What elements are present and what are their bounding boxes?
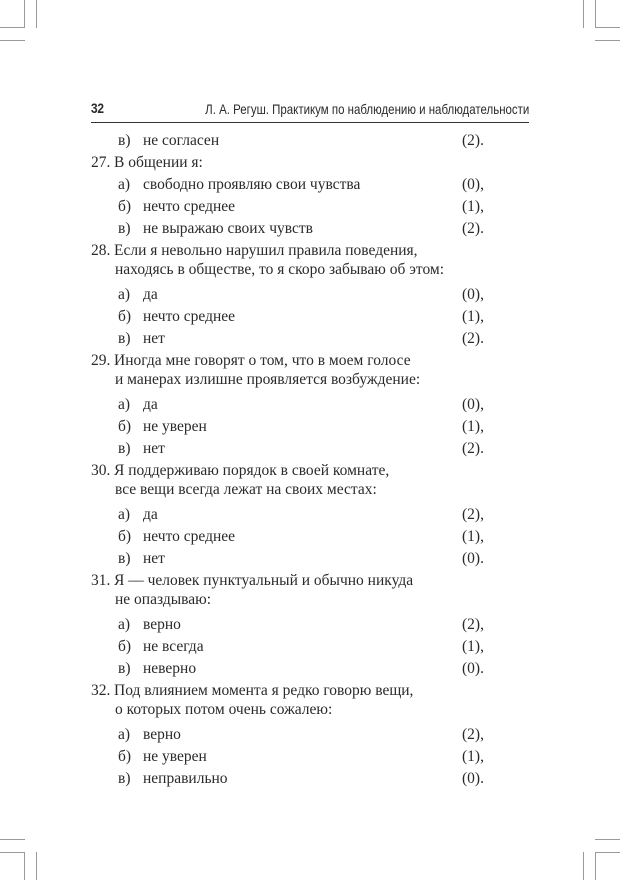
option-score: (1), <box>462 198 484 215</box>
option-score: (0), <box>462 176 484 193</box>
question-number: 28. <box>91 242 111 259</box>
option-score: (2). <box>462 220 484 237</box>
option-score: (1), <box>462 418 484 435</box>
option-row <box>0 746 620 768</box>
crop-mark <box>595 852 620 853</box>
option-score: (2). <box>462 132 484 149</box>
question-28 <box>0 240 620 350</box>
option-row <box>0 394 620 416</box>
option-score: (2), <box>462 506 484 523</box>
question-line <box>0 699 620 721</box>
question-text: и манерах излишне проявляется возбуждение: <box>115 371 421 388</box>
option-letter: а) <box>118 616 131 633</box>
option-letter: б) <box>118 638 132 655</box>
crop-mark <box>595 839 620 840</box>
question-text: Я поддерживаю порядок в своей комнате, <box>114 462 390 479</box>
crop-mark <box>583 852 584 880</box>
crop-mark <box>24 852 25 880</box>
question-30 <box>0 460 620 570</box>
crop-mark <box>595 27 620 28</box>
option-row <box>0 658 620 680</box>
question-number: 29. <box>91 352 111 369</box>
option-row <box>0 416 620 438</box>
option-letter: в) <box>118 440 131 457</box>
option-row <box>0 636 620 658</box>
question-line <box>0 589 620 611</box>
option-text: верно <box>143 726 181 743</box>
crop-mark <box>36 0 37 28</box>
option-score: (2), <box>462 616 484 633</box>
option-letter: а) <box>118 726 131 743</box>
option-text: свободно проявляю свои чувства <box>143 176 361 193</box>
option-row <box>0 284 620 306</box>
option-row <box>0 328 620 350</box>
option-letter: а) <box>118 286 131 303</box>
option-letter: а) <box>118 396 131 413</box>
crop-mark <box>595 40 620 41</box>
option-row <box>0 548 620 570</box>
question-27 <box>0 152 620 240</box>
crop-mark <box>0 40 25 41</box>
option-text: неправильно <box>143 770 228 787</box>
crop-mark <box>0 839 25 840</box>
option-letter: в) <box>118 770 131 787</box>
question-32 <box>0 680 620 790</box>
option-letter: б) <box>118 418 132 435</box>
option-letter: в) <box>118 330 131 347</box>
option-row <box>0 306 620 328</box>
question-text: о которых потом очень сожалею: <box>115 701 333 718</box>
option-text: да <box>143 396 158 413</box>
option-text: нечто среднее <box>143 528 236 545</box>
option-score: (1), <box>462 748 484 765</box>
crop-mark <box>0 852 25 853</box>
option-text: не уверен <box>143 418 207 435</box>
option-text: нет <box>143 440 165 457</box>
crop-mark <box>595 852 596 880</box>
running-header <box>91 100 529 123</box>
question-text: Под влиянием момента я редко говорю вещи, <box>114 682 414 699</box>
question-line <box>0 369 620 391</box>
option-letter: а) <box>118 176 131 193</box>
option-letter: б) <box>118 308 132 325</box>
crop-mark <box>0 27 25 28</box>
option-row <box>0 130 620 152</box>
question-number: 27. <box>91 154 111 171</box>
option-text: не выражаю своих чувств <box>143 220 313 237</box>
option-text: нечто среднее <box>143 308 236 325</box>
question-31 <box>0 570 620 680</box>
option-text: нечто среднее <box>143 198 236 215</box>
option-row <box>0 768 620 790</box>
question-number: 30. <box>91 462 111 479</box>
option-letter: в) <box>118 132 131 149</box>
option-row <box>0 504 620 526</box>
option-score: (0). <box>462 770 484 787</box>
option-text: не согласен <box>143 132 220 149</box>
option-score: (2). <box>462 330 484 347</box>
running-title: Л. А. Регуш. Практикум по наблюдению и наблюдательности <box>204 101 529 117</box>
option-score: (0), <box>462 286 484 303</box>
option-letter: в) <box>118 220 131 237</box>
option-letter: б) <box>118 198 132 215</box>
option-text: нет <box>143 550 165 567</box>
question-text: все вещи всегда лежат на своих местах: <box>115 481 377 498</box>
question-number: 32. <box>91 682 111 699</box>
option-letter: а) <box>118 506 131 523</box>
option-score: (1), <box>462 528 484 545</box>
option-score: (0), <box>462 396 484 413</box>
question-line <box>0 259 620 281</box>
question-text: Иногда мне говорят о том, что в моем голосе <box>114 352 411 369</box>
crop-mark <box>24 0 25 28</box>
option-text: не уверен <box>143 748 207 765</box>
question-line <box>0 479 620 501</box>
option-row <box>0 196 620 218</box>
option-score: (2), <box>462 726 484 743</box>
option-text: нет <box>143 330 165 347</box>
option-text: да <box>143 286 158 303</box>
question-text: не опаздываю: <box>115 591 211 608</box>
option-score: (1), <box>462 638 484 655</box>
question-text: Я — человек пунктуальный и обычно никуда <box>114 572 414 589</box>
option-text: не всегда <box>143 638 204 655</box>
question-line <box>0 152 620 174</box>
question-text: Если я невольно нарушил правила поведения, <box>114 242 418 259</box>
option-text: верно <box>143 616 181 633</box>
option-score: (2). <box>462 440 484 457</box>
option-letter: б) <box>118 528 132 545</box>
option-row <box>0 526 620 548</box>
option-row <box>0 724 620 746</box>
crop-mark <box>595 0 596 28</box>
question-text: находясь в обществе, то я скоро забываю об этом: <box>115 261 445 278</box>
question-text: В общении я: <box>114 154 203 171</box>
option-score: (0). <box>462 550 484 567</box>
option-score: (1), <box>462 308 484 325</box>
option-row <box>0 174 620 196</box>
questionnaire <box>0 130 620 790</box>
option-letter: в) <box>118 660 131 677</box>
option-row <box>0 218 620 240</box>
page-number: 32 <box>91 100 104 116</box>
option-score: (0). <box>462 660 484 677</box>
crop-mark <box>583 0 584 28</box>
question-29 <box>0 350 620 460</box>
crop-mark <box>36 852 37 880</box>
option-text: да <box>143 506 158 523</box>
option-text: неверно <box>143 660 197 677</box>
option-row <box>0 614 620 636</box>
option-row <box>0 438 620 460</box>
option-letter: в) <box>118 550 131 567</box>
question-number: 31. <box>91 572 111 589</box>
option-letter: б) <box>118 748 132 765</box>
